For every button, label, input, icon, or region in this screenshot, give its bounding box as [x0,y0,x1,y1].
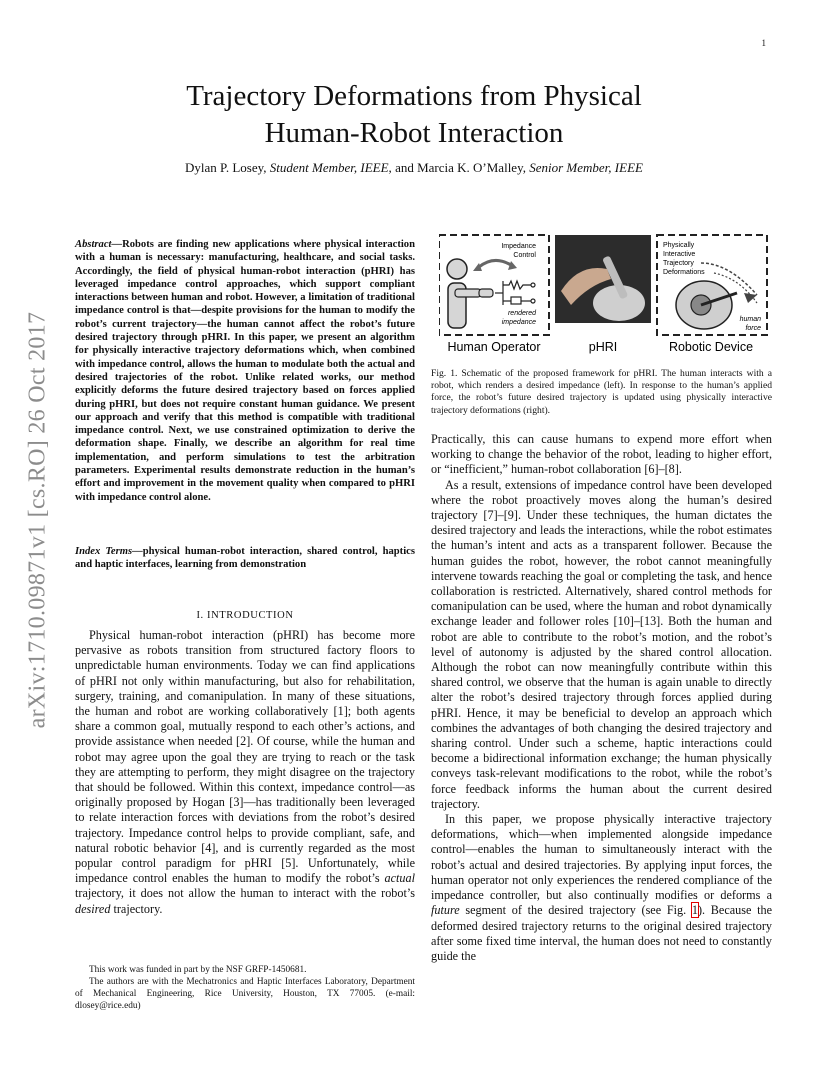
index-terms-body: physical human-robot interaction, shared control, haptics and haptic interfaces, learning from demonstration [75,546,415,571]
intro-text-c: trajectory. [113,901,163,916]
traj-label-1: Physically [663,242,695,249]
impedance-label-1: Impedance [501,243,536,250]
author-line [0,160,828,176]
right-column-body [431,432,772,964]
force-label-2: force [745,325,761,332]
right-paragraph-1: Practically, this can cause humans to expend more effort when working to change the behavior of the robot, leading to higher effort, or “inefficient,” human-robot collaboration [6]–[8]. [431,432,772,477]
footnote-funding: This work was funded in part by the NSF GRFP-1450681. [89,965,307,975]
panel-label-robot: Robotic Device [668,340,754,354]
arxiv-stamp [8,285,68,755]
index-terms-lead: Index Terms— [75,546,143,557]
traj-label-4: Deformations [663,269,705,276]
emphasis-actual: actual [384,871,416,886]
paper-title [0,78,828,152]
abstract-lead: Abstract— [75,239,123,250]
rendered-label-2: impedance [501,319,536,326]
figure-1-caption: Fig. 1. Schematic of the proposed framework for pHRI. The human interacts with a robot, which renders a desired impedance (left). In response to the human’s applied force, the robot’s future desired trajectory is updated using physically interactive trajectory deformations (right). [431,368,772,416]
author-2-role: Senior Member, IEEE [529,160,643,175]
author-1-role: Student Member, IEEE, [269,160,392,175]
traj-label-2: Interactive [663,251,696,258]
panel-label-phri: pHRI [588,340,618,354]
intro-paragraph [75,628,415,917]
title-line-2: Human-Robot Interaction [264,117,564,149]
section-heading-introduction: I. INTRODUCTION [196,610,294,621]
title-line-1: Trajectory Deformations from Physical [186,80,642,112]
phri-photo [555,235,651,323]
footnote-affiliation: The authors are with the Mechatronics and Haptic Interfaces Laboratory, Department of Mechanical Engineering, Rice University, Houston, TX 77005. (e-mail: dlosey@rice.edu) [75,977,415,1011]
right-paragraph-3 [431,812,772,964]
figure-reference-link[interactable]: 1 [691,903,698,918]
author-joiner: and Marcia K. O’Malley, [395,160,526,175]
spring-damper-icon [495,281,535,305]
footnote [75,964,415,1012]
right-p3-text-a: In this paper, we propose physically interactive trajectory deformations, which—when implemented alongside impedance control—enables the human to simultaneously interact with the robot’s actual and desired trajectories. By applying input forces, the human operator not only experiences the rendered compliance of the impedance controller, but also continually modifies or deforms a [431,812,772,903]
intro-text-b: trajectory, it does not allow the human to interact with the robot’s [75,886,415,901]
figure-1-schematic [439,233,769,358]
interaction-arrow-icon [479,260,511,267]
abstract [75,238,415,504]
right-p3-text-c: ). Because the deformed desired trajectory returns to the original desired trajectory after some fixed time interval, the human does not need to constantly guide the [431,903,772,963]
page-number: 1 [761,38,766,48]
force-label-1: human [739,316,761,323]
right-paragraph-2: As a result, extensions of impedance control have been developed where the robot proactively moves along the human’s desired trajectory [7]–[9]. Under these techniques, the human dictates the desired trajectory and leads the interactions, while the robot estimates the human’s intent and acts as a transparent follower. Because the human guides the robot, however, the robot cannot meaningfully intervene towards reaching the goal or completing the task, and hence collaboration is restricted. Alternatively, shared control methods for comanipulation can be used, where the human and robot dynamically exchange leader and follower roles [10]–[13]. Both the human and robot are able to contribute to the robot’s motion, and the robot’s level of autonomy is adjusted by the shared control allocation. Although the robot can now meaningfully contribute within this shared control, we observe that the human is again unable to directly alter the robot’s desired trajectory through forces applied during pHRI. Hence, it may be beneficial to develop an approach which combines the advantages of both changing the desired trajectory and sharing control. Under such a scheme, haptic interactions could become a bidirectional information exchange; the human physically conveys task-relevant modifications to the robot, while the robot’s force feedback informs the human about the current desired trajectory. [431,477,772,811]
emphasis-future: future [431,903,460,918]
impedance-label-2: Control [513,252,536,259]
traj-label-3: Trajectory [663,260,694,267]
arxiv-stamp-text: arXiv:1710.09871v1 [cs.RO] 26 Oct 2017 [24,311,51,729]
human-operator-icon [447,259,493,328]
intro-text-a: Physical human-robot interaction (pHRI) has become more pervasive as robots transition from structured factory floors to unpredictable human environments. Today we can find applications of pHRI not only within manufacturing, but also for rehabilitation, surgery, training, and comanipulation. In many of these situations, the human and robot are working collaboratively [1]; both agents share a common goal, mutually respond to each other’s actions, and provide assistance when needed [2]. Of course, while the human and robot may agree upon the goal they are trying to reach or the task they are attempting to perform, they might disagree on the trajectory that should be followed. Within this context, impedance control—as originally proposed by Hogan [3]—has traditionally been leveraged to relate interaction forces with deviations from the robot’s desired trajectory. Impedance control helps to provide compliant, safe, and natural robotic behavior [4], and is currently regarded as the most popular control paradigm for pHRI [5]. Unfortunately, while impedance control enables the human to modify the robot’s [75,628,415,886]
author-1: Dylan P. Losey, [185,160,267,175]
panel-label-human: Human Operator [447,340,541,354]
abstract-body: Robots are finding new applications where physical interaction with a human is necessary: manufacturing, healthcare, and social tasks. Accordingly, the field of physical human-robot interaction (pHRI) has leveraged impedance control approaches, which support compliant interactions between human and robot. However, a limitation of traditional impedance control is that—despite provisions for the human to modify the robot’s current trajectory—the human cannot affect the robot’s future desired trajectory through pHRI. In this paper, we present an algorithm for physically interactive trajectory deformations which, when combined with impedance control, allows the human to modulate both the actual and desired trajectories of the robot. Unlike related works, our method explicitly deforms the future desired trajectory based on forces applied during pHRI, but does not require constant human guidance. We present our approach and verify that this method is compatible with traditional impedance control. Next, we use constrained optimization to derive the deformation shape. Finally, we describe an algorithm for real time implementation, and perform simulations to test the arbitration parameters. Experimental results demonstrate reduction in the human’s effort and improvement in the movement quality when compared to pHRI with impedance control alone. [75,239,415,503]
emphasis-desired: desired [75,901,111,916]
intro-paragraph-1 [75,628,415,917]
figure-1 [439,233,769,358]
index-terms [75,545,415,572]
rendered-label-1: rendered [507,310,536,317]
right-p3-text-b: segment of the desired trajectory (see Fig. [465,903,687,918]
